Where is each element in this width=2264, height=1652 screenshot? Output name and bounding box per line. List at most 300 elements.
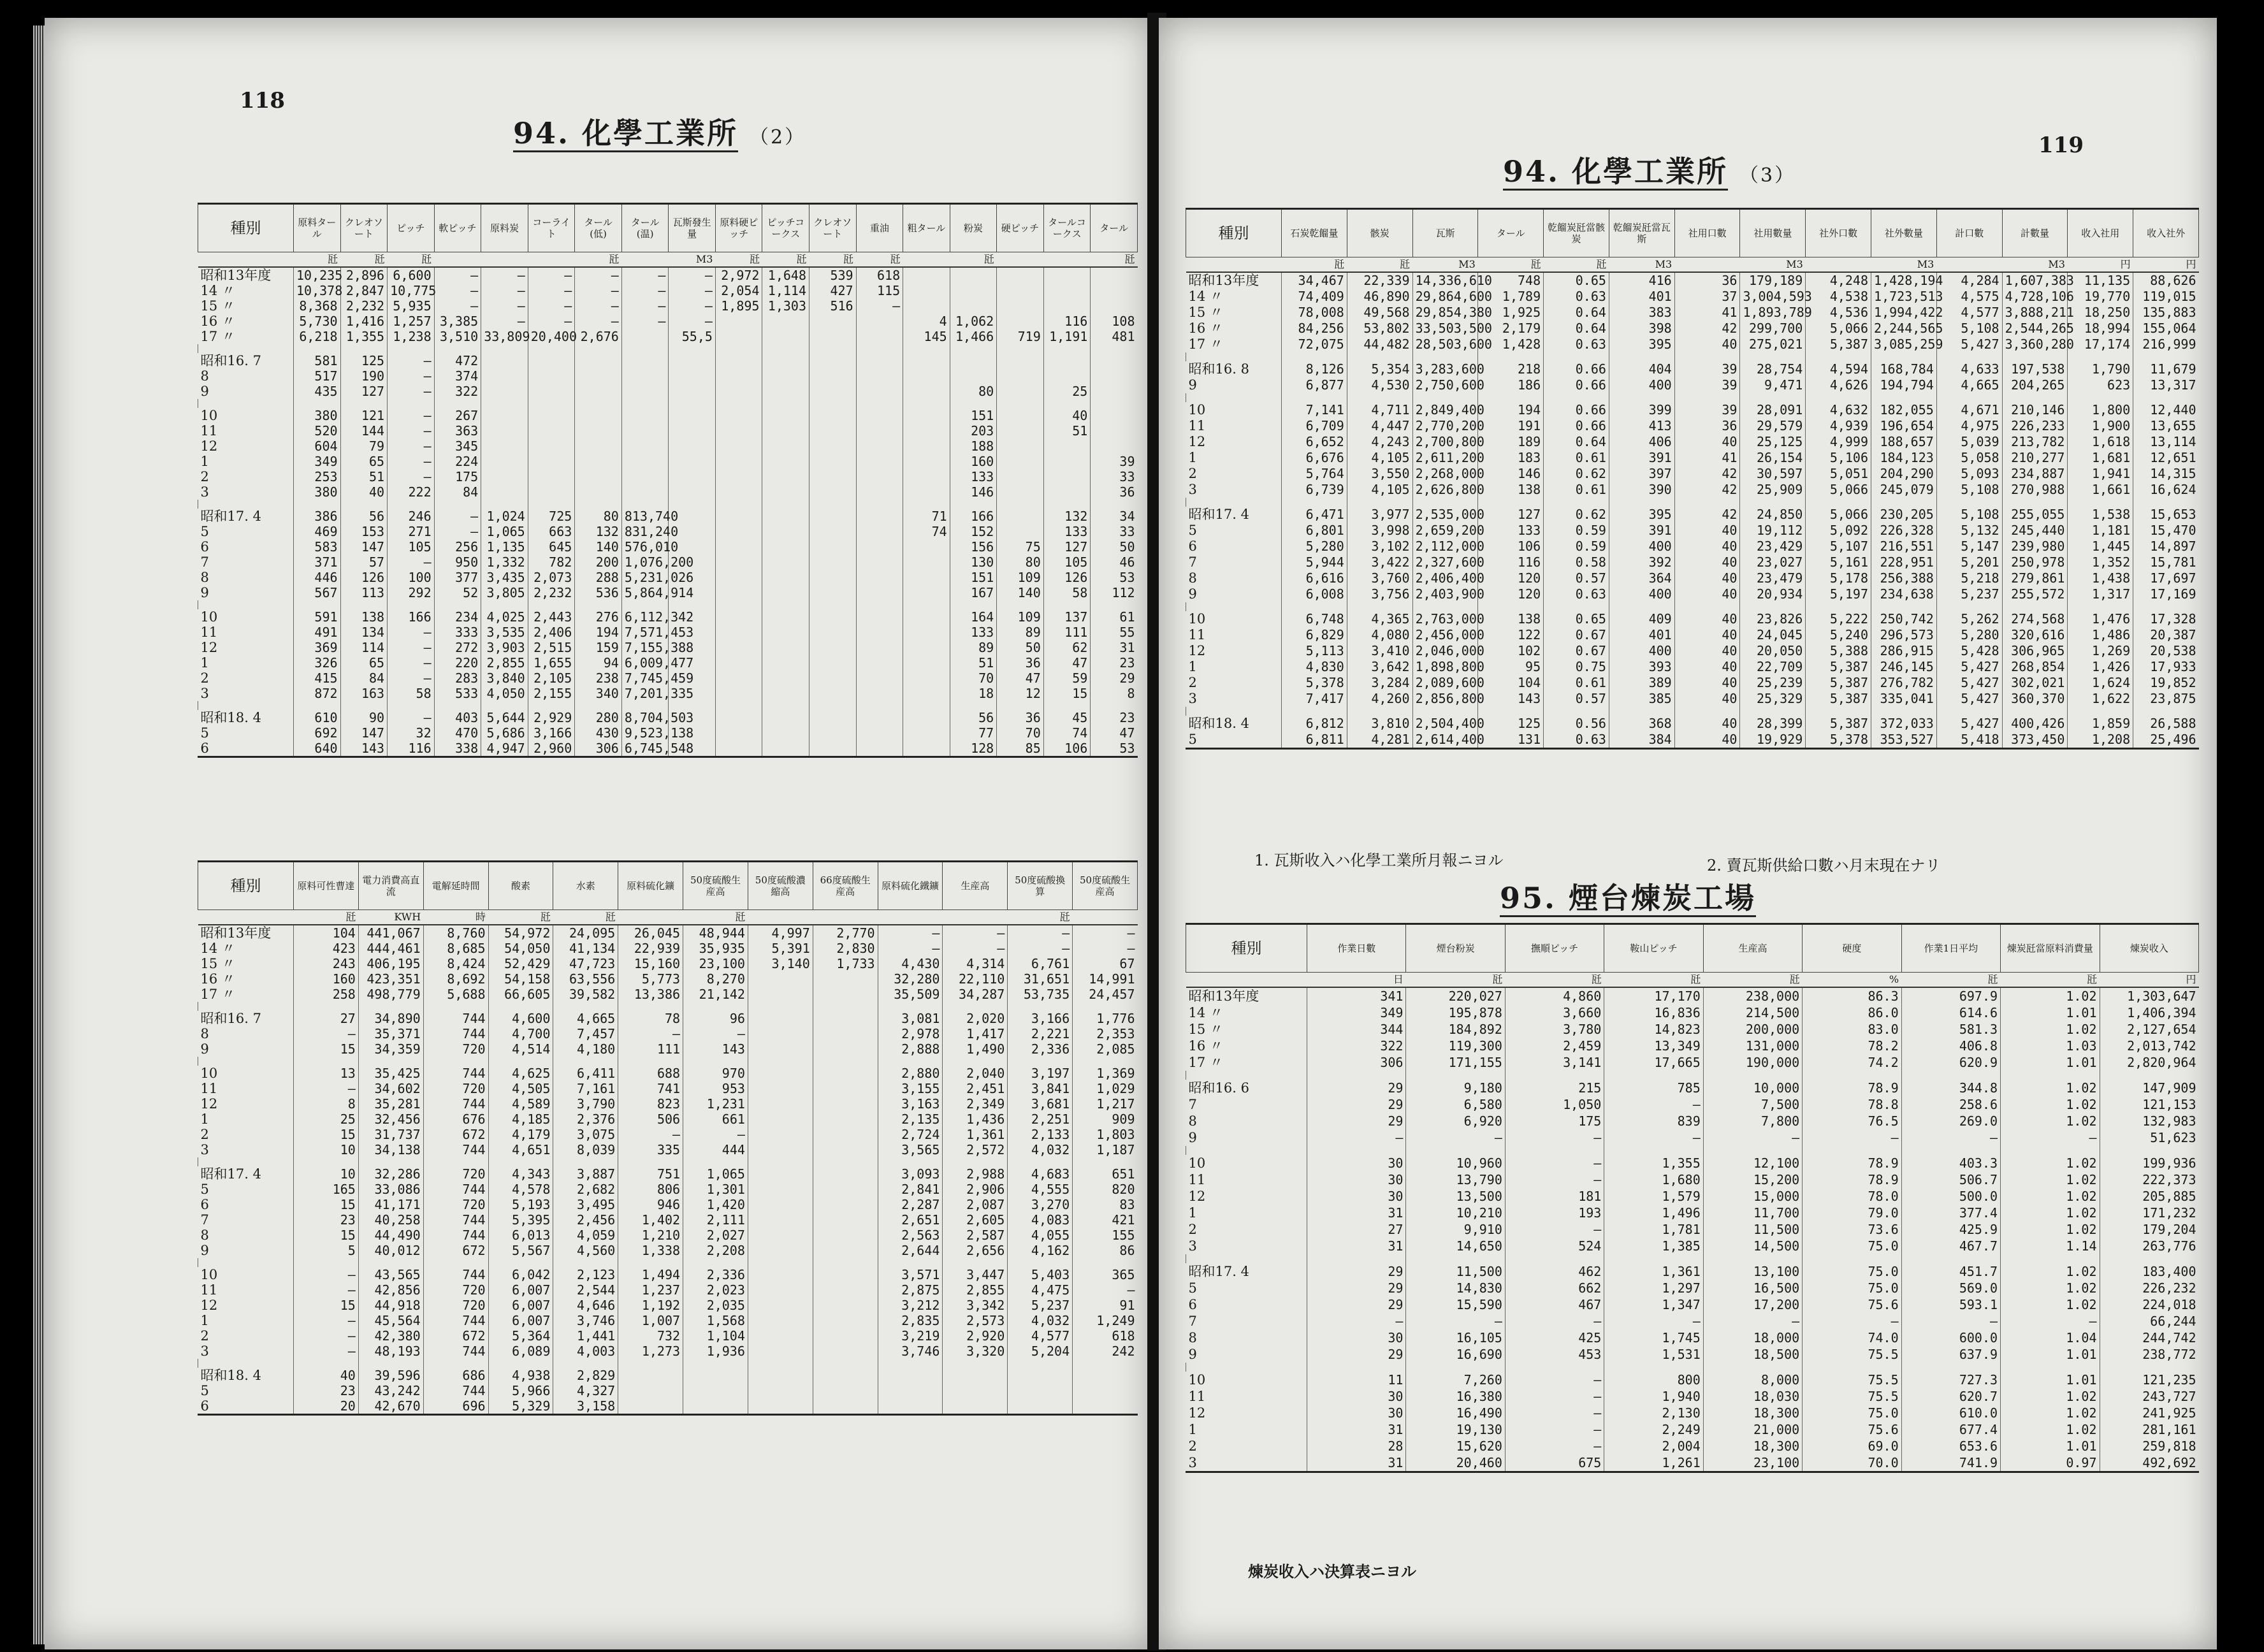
table-cell: 1,441 <box>553 1328 618 1344</box>
left-table-1 <box>198 203 1138 758</box>
table-cell: 1,361 <box>943 1127 1008 1142</box>
spacer-cell <box>1347 393 1412 402</box>
table-cell: 492,692 <box>2100 1454 2199 1471</box>
table-row <box>198 554 1138 570</box>
table-cell: 2,221 <box>1008 1026 1073 1041</box>
table-cell: 83.0 <box>1803 1021 1901 1038</box>
table-cell <box>997 384 1044 399</box>
row-label: 2 <box>200 1328 209 1344</box>
table-cell: 40 <box>1674 716 1740 732</box>
spacer-cell <box>1478 498 1544 507</box>
table-cell: 2,656 <box>943 1243 1008 1258</box>
spacer-cell <box>762 344 809 353</box>
table-cell: 2,605 <box>943 1212 1008 1228</box>
table-cell: 48,193 <box>358 1344 423 1359</box>
table-cell: 4,577 <box>1008 1328 1073 1344</box>
table-cell <box>903 670 950 686</box>
table-cell: 15 <box>294 1197 359 1212</box>
table-cell <box>481 353 528 368</box>
table-cell: 692 <box>294 725 341 741</box>
table-cell: 2,123 <box>553 1267 618 1282</box>
table-cell: 2,179 <box>1478 321 1544 337</box>
table-cell: 1,297 <box>1604 1280 1703 1296</box>
table-cell: 1,438 <box>2068 570 2133 586</box>
right-table-2 <box>1186 923 2199 1473</box>
table-cell: 55 <box>1091 625 1138 640</box>
table-cell: 25 <box>1043 384 1091 399</box>
table-cell: 167 <box>950 585 997 600</box>
table-row <box>198 298 1138 314</box>
table-row <box>1186 1438 2199 1454</box>
column-header: 收入社外 <box>2133 210 2199 257</box>
table-cell: 83 <box>1073 1197 1138 1212</box>
spacer-cell <box>1412 498 1478 507</box>
row-label: 3 <box>1188 1238 1197 1254</box>
table-cell: 5,644 <box>481 710 528 725</box>
table-cell: 5,066 <box>1806 482 1871 498</box>
table-cell: 1,496 <box>1604 1205 1703 1221</box>
table-cell: — <box>669 314 716 329</box>
table-cell: 1,789 <box>1478 289 1544 305</box>
units-row <box>198 252 1138 268</box>
title-sub: （2） <box>750 126 806 149</box>
table-cell: 3,163 <box>878 1096 943 1112</box>
table-cell: 363 <box>434 423 481 438</box>
table-cell: 3,410 <box>1347 643 1412 659</box>
table-cell: 1,217 <box>1073 1096 1138 1112</box>
table-cell: 113 <box>340 585 388 600</box>
table-cell: 31 <box>1091 640 1138 655</box>
table-cell: 430 <box>575 725 622 741</box>
spacer-cell <box>950 399 997 408</box>
table-cell <box>856 384 903 399</box>
column-header: 煙台粉炭 <box>1406 925 1505 973</box>
table-cell: 4,083 <box>1008 1212 1073 1228</box>
table-cell: 147 <box>340 725 388 741</box>
table-cell: 40 <box>1674 570 1740 586</box>
table-cell: 469 <box>294 524 341 539</box>
spacer-cell <box>1544 602 1609 611</box>
table-row <box>198 1313 1138 1328</box>
table-cell: 1,490 <box>943 1041 1008 1057</box>
table-row <box>198 267 1138 283</box>
column-header: ピッチコークス <box>762 205 809 252</box>
table-cell <box>748 1026 813 1041</box>
table-cell: 21,142 <box>683 987 748 1002</box>
table-cell: 155 <box>1073 1228 1138 1243</box>
table-cell: 5,391 <box>748 941 813 956</box>
table-cell: 6,920 <box>1406 1113 1505 1129</box>
table-cell: 14,336,610 <box>1412 272 1478 289</box>
table-cell: 0.66 <box>1544 418 1609 434</box>
table-cell: 120 <box>1478 570 1544 586</box>
table-cell: 0.64 <box>1544 321 1609 337</box>
table-cell <box>809 454 857 469</box>
table-cell: 14,650 <box>1406 1238 1505 1254</box>
table-cell: 322 <box>434 384 481 399</box>
table-cell: 5,427 <box>1936 659 2002 675</box>
table-cell <box>903 267 950 283</box>
table-cell <box>903 710 950 725</box>
table-cell: 15,620 <box>1406 1438 1505 1454</box>
table-cell: 48,944 <box>683 925 748 941</box>
table-cell <box>809 741 857 756</box>
table-cell: 29 <box>1307 1096 1406 1113</box>
spacer-cell <box>1043 500 1091 509</box>
table-cell: 17,933 <box>2133 659 2199 675</box>
table-cell: 222,373 <box>2100 1171 2199 1188</box>
table-cell: 372,033 <box>1871 716 1937 732</box>
table-cell: 132,983 <box>2100 1113 2199 1129</box>
table-cell: 28,091 <box>1740 402 1806 418</box>
table-cell: 697.9 <box>1901 987 2000 1004</box>
table-row <box>1186 1372 2199 1388</box>
column-header: 瓦斯 <box>1412 210 1478 257</box>
table-row <box>1186 305 2199 321</box>
table-row <box>198 1026 1138 1041</box>
table-row <box>198 640 1138 655</box>
table-row <box>1186 554 2199 570</box>
spacer-cell <box>2133 602 2199 611</box>
row-label: 7 <box>1188 1097 1197 1112</box>
table-cell: 1.02 <box>2001 1021 2100 1038</box>
table-cell: 2,208 <box>683 1243 748 1258</box>
table-cell: 26,045 <box>618 925 683 941</box>
spacer-cell <box>2068 498 2133 507</box>
column-header: 瓦斯發生量 <box>669 205 716 252</box>
table-cell: 234 <box>434 609 481 625</box>
table-cell <box>481 484 528 500</box>
table-cell: 8,704,503 <box>621 710 669 725</box>
table-cell: 3,284 <box>1347 675 1412 691</box>
table-cell: 1,476 <box>2068 611 2133 627</box>
row-label: 11 <box>1188 1389 1206 1404</box>
table-cell: 188 <box>950 438 997 454</box>
table-cell: 29,864,600 <box>1412 289 1478 305</box>
table-cell: 2,659,200 <box>1412 523 1478 539</box>
table-cell: 234,638 <box>1871 586 1937 602</box>
table-cell: — <box>294 1026 359 1041</box>
table-row <box>1186 675 2199 691</box>
table-cell: 171,232 <box>2100 1205 2199 1221</box>
spacer-cell <box>294 1002 359 1011</box>
row-label: 9 <box>200 585 209 600</box>
table-cell: — <box>683 1127 748 1142</box>
table-cell: 720 <box>423 1081 488 1096</box>
unit-label: 日 <box>1307 973 1406 988</box>
table-cell: 220 <box>434 655 481 670</box>
unit-label <box>943 910 1008 925</box>
spacer-cell <box>1609 498 1674 507</box>
row-label: 昭和18. 4 <box>200 1368 261 1383</box>
table-cell <box>809 725 857 741</box>
table-cell: 1,416 <box>340 314 388 329</box>
table-cell <box>1091 267 1138 283</box>
page-title <box>1503 149 1796 191</box>
column-header: タール(低) <box>575 205 622 252</box>
table-row <box>1186 570 2199 586</box>
table-row <box>198 987 1138 1002</box>
table-cell <box>669 408 716 423</box>
table-cell: 7,201,335 <box>621 686 669 701</box>
spacer-cell <box>434 399 481 408</box>
table-cell: 1,781 <box>1604 1221 1703 1238</box>
unit-label <box>1806 257 1871 273</box>
table-cell: 218 <box>1478 361 1544 377</box>
table-cell: 268,854 <box>2002 659 2068 675</box>
table-cell: 391 <box>1609 523 1674 539</box>
table-cell: 1,466 <box>950 329 997 344</box>
table-cell: 17,169 <box>2133 586 2199 602</box>
spacer-cell <box>1282 602 1347 611</box>
table-cell: 5,686 <box>481 725 528 741</box>
row-label: 10 <box>200 609 218 625</box>
table-row <box>1186 643 2199 659</box>
table-row <box>198 1041 1138 1057</box>
table-cell: 4,327 <box>553 1383 618 1398</box>
column-header: 煉炭收入 <box>2100 925 2199 973</box>
table-cell <box>575 454 622 469</box>
table-cell: 75.0 <box>1803 1263 1901 1280</box>
table-cell: 401 <box>1609 627 1674 643</box>
table-cell: 51 <box>950 655 997 670</box>
table-cell: 0.67 <box>1544 643 1609 659</box>
table-cell <box>1043 484 1091 500</box>
spacer-row <box>1186 1146 2199 1155</box>
spacer-cell <box>1806 498 1871 507</box>
table-cell: 53 <box>1091 741 1138 756</box>
table-cell <box>621 408 669 423</box>
table-cell: 105 <box>388 539 435 554</box>
table-cell: 2,130 <box>1604 1405 1703 1421</box>
table-cell: 335,041 <box>1871 691 1937 707</box>
table-cell: 197,538 <box>2002 361 2068 377</box>
table-cell: 3,550 <box>1347 466 1412 482</box>
table-cell <box>813 1127 878 1142</box>
spacer-cell <box>903 600 950 609</box>
table-cell: 35,281 <box>358 1096 423 1112</box>
table-row <box>198 509 1138 524</box>
row-label: 12 <box>1188 1189 1206 1204</box>
table-cell <box>813 1011 878 1026</box>
table-cell: 143 <box>340 741 388 756</box>
table-cell: 4,343 <box>488 1166 553 1182</box>
table-cell: 1,494 <box>618 1267 683 1282</box>
table-cell: 744 <box>423 1026 488 1041</box>
spacer-cell <box>669 344 716 353</box>
table-cell: 46 <box>1091 554 1138 570</box>
table-cell: 2,841 <box>878 1182 943 1197</box>
table-cell: 2,855 <box>943 1282 1008 1298</box>
table-cell: 2,406,400 <box>1412 570 1478 586</box>
row-label: 6 <box>200 539 209 554</box>
table-cell: 3,075 <box>553 1127 618 1142</box>
table-cell <box>1073 1398 1138 1414</box>
table-cell <box>856 725 903 741</box>
spacer-cell <box>1186 352 1282 361</box>
table-cell: 5,237 <box>1936 586 2002 602</box>
row-label: 11 <box>1188 627 1206 642</box>
table-cell: 54,050 <box>488 941 553 956</box>
table-cell: 138 <box>1478 482 1544 498</box>
table-cell: 1,024 <box>481 509 528 524</box>
table-cell <box>813 1398 878 1414</box>
table-cell: 146 <box>1478 466 1544 482</box>
table-cell <box>813 1298 878 1313</box>
table-cell: 3,004,593 <box>1740 289 1806 305</box>
row-label: 12 <box>200 438 218 454</box>
column-header: 硬度 <box>1803 925 1901 973</box>
table-cell <box>762 686 809 701</box>
table-cell <box>481 423 528 438</box>
table-cell: 128 <box>950 741 997 756</box>
table-cell: 2,847 <box>340 283 388 298</box>
table-cell: 5,113 <box>1282 643 1347 659</box>
table-cell: 662 <box>1505 1280 1604 1296</box>
table-cell: 30 <box>1307 1171 1406 1188</box>
table-cell: 444 <box>683 1142 748 1157</box>
table-cell: 0.66 <box>1544 361 1609 377</box>
spacer-cell <box>528 500 575 509</box>
table-cell: 226,232 <box>2100 1280 2199 1296</box>
table-cell <box>809 625 857 640</box>
table-cell <box>748 1041 813 1057</box>
spacer-cell <box>1871 393 1937 402</box>
table-cell: 610 <box>294 710 341 725</box>
table-cell: 1,994,422 <box>1871 305 1937 321</box>
spacer-cell <box>1871 498 1937 507</box>
unit-label <box>1186 973 1307 988</box>
table-cell: 727.3 <box>1901 1372 2000 1388</box>
table-cell: 672 <box>423 1328 488 1344</box>
table-cell: 131 <box>1478 732 1544 748</box>
row-label: 昭和18. 4 <box>200 710 261 725</box>
table-cell: 213,782 <box>2002 434 2068 450</box>
table-cell: 373,450 <box>2002 732 2068 748</box>
unit-label <box>813 910 878 925</box>
spacer-cell <box>762 500 809 509</box>
spacer-cell <box>1186 1363 1307 1372</box>
table-cell: 214,500 <box>1703 1004 1802 1021</box>
table-cell: 47,723 <box>553 956 618 971</box>
row-label: 3 <box>1188 482 1197 497</box>
table-cell: 29 <box>1307 1296 1406 1313</box>
table-cell: 27 <box>1307 1221 1406 1238</box>
table-cell: 37 <box>1674 289 1740 305</box>
table-cell: 253 <box>294 469 341 484</box>
table-cell <box>748 1344 813 1359</box>
spacer-cell <box>1478 393 1544 402</box>
spacer-cell <box>1282 498 1347 507</box>
table-cell: 2,563 <box>878 1228 943 1243</box>
table-cell: 94 <box>575 655 622 670</box>
table-cell <box>528 454 575 469</box>
table-cell: 57 <box>340 554 388 570</box>
table-cell: — <box>388 438 435 454</box>
table-cell: 338 <box>434 741 481 756</box>
table-row <box>1186 1021 2199 1038</box>
table-cell: 234,887 <box>2002 466 2068 482</box>
table-cell: 5,427 <box>1936 691 2002 707</box>
table-cell: 946 <box>618 1197 683 1212</box>
table-cell <box>528 368 575 384</box>
table-cell: — <box>1505 1421 1604 1438</box>
table-cell: 800 <box>1604 1372 1703 1388</box>
table-cell: 406,195 <box>358 956 423 971</box>
row-label: 5 <box>1188 1280 1197 1296</box>
spacer-cell <box>423 1002 488 1011</box>
table-row <box>198 1081 1138 1096</box>
table-cell: 15,781 <box>2133 554 2199 570</box>
table-cell: 258.6 <box>1901 1096 2000 1113</box>
table-row <box>198 1066 1138 1081</box>
table-cell: 481 <box>1091 329 1138 344</box>
table-cell: 20,387 <box>2133 627 2199 643</box>
table-row <box>198 1243 1138 1258</box>
column-header: 作業日數 <box>1307 925 1406 973</box>
table-cell <box>903 438 950 454</box>
table-cell: 40,258 <box>358 1212 423 1228</box>
table-cell: 226,328 <box>1871 523 1937 539</box>
table-cell: — <box>1307 1313 1406 1330</box>
table-cell: 2,456,000 <box>1412 627 1478 643</box>
unit-label: 瓩 <box>2001 973 2100 988</box>
spacer-cell <box>809 500 857 509</box>
table-cell: 2,587 <box>943 1228 1008 1243</box>
table-cell: 13,317 <box>2133 377 2199 393</box>
row-label: 15 〃 <box>1188 305 1223 320</box>
spacer-cell <box>1806 352 1871 361</box>
table-cell: 1,269 <box>2068 643 2133 659</box>
table-cell: 385 <box>1609 691 1674 707</box>
table-cell <box>856 554 903 570</box>
table-cell: 5,387 <box>1806 691 1871 707</box>
table-cell: 215 <box>1505 1080 1604 1096</box>
table-cell: 55,5 <box>669 329 716 344</box>
table-cell: 246,145 <box>1871 659 1937 675</box>
table-cell: 29 <box>1307 1263 1406 1280</box>
table-cell: 1,941 <box>2068 466 2133 482</box>
table-cell <box>762 408 809 423</box>
table-cell: 377.4 <box>1901 1205 2000 1221</box>
table-cell: 1,648 <box>762 267 809 283</box>
table-cell: 73.6 <box>1803 1221 1901 1238</box>
column-header: タール <box>1091 205 1138 252</box>
spacer-cell <box>1609 352 1674 361</box>
table-cell: 23 <box>294 1383 359 1398</box>
spacer-cell <box>943 1258 1008 1267</box>
spacer-cell <box>878 1002 943 1011</box>
table-cell: 24,850 <box>1740 507 1806 523</box>
spacer-cell <box>2133 393 2199 402</box>
table-cell: 4,625 <box>488 1066 553 1081</box>
table-cell: 13,100 <box>1703 1263 1802 1280</box>
table-cell: 28,754 <box>1740 361 1806 377</box>
table-cell: 1,624 <box>2068 675 2133 691</box>
spacer-cell <box>340 701 388 710</box>
spacer-cell <box>715 600 762 609</box>
table-cell: 0.63 <box>1544 732 1609 748</box>
spacer-cell <box>481 600 528 609</box>
table-cell: 2,013,742 <box>2100 1038 2199 1054</box>
spacer-cell <box>2100 1146 2199 1155</box>
spacer-cell <box>1901 1254 2000 1263</box>
table-cell: 36 <box>997 655 1044 670</box>
table-cell <box>903 408 950 423</box>
table-cell: 13,114 <box>2133 434 2199 450</box>
table-cell: 5 <box>294 1243 359 1258</box>
table-cell: 2,112,000 <box>1412 539 1478 554</box>
